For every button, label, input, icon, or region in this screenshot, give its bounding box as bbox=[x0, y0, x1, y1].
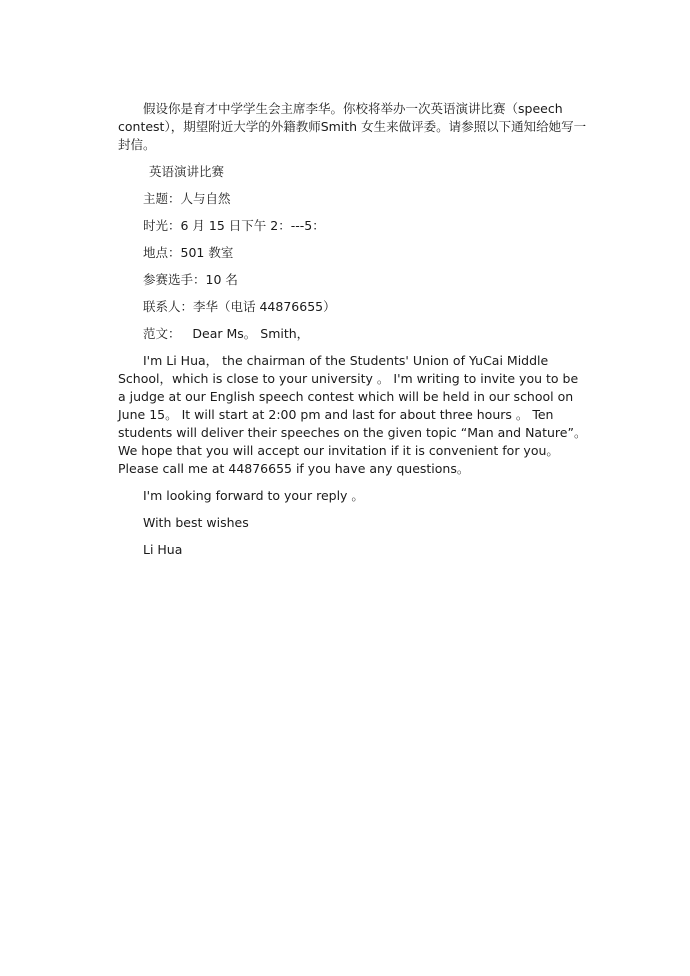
letter-signature: Li Hua bbox=[143, 542, 183, 557]
notice-theme: 主题：人与自然 bbox=[143, 191, 231, 206]
notice-time: 时光：6 月 15 日下午 2：---5： bbox=[143, 218, 325, 233]
task-intro-paragraph: 假设你是育才中学学生会主席李华。你校将举办一次英语演讲比赛（speech contest），期望附近大学的外籍教师Smith 女生来做评委。请参照以下通知给她写一封信。 bbox=[118, 101, 587, 152]
letter-greeting: 范文： Dear Ms。 Smith， bbox=[143, 326, 310, 341]
notice-place: 地点：501 教室 bbox=[143, 245, 234, 260]
notice-contestants: 参赛选手：10 名 bbox=[143, 272, 238, 287]
document-page bbox=[118, 100, 588, 559]
letter-closing-line: I'm looking forward to your reply 。 bbox=[143, 488, 364, 503]
notice-title: 英语演讲比赛 bbox=[149, 164, 225, 179]
notice-contact: 联系人：李华（电话 44876655） bbox=[143, 299, 336, 314]
letter-body-paragraph: I'm Li Hua， the chairman of the Students' Union of YuCai Middle School，which is close to your university 。 I'm writing to invite you to be a judge at our English speech contest which will be held in our school on June 15。 It will start at 2:00 pm and last for about three hours 。 Ten students will deliver their speeches on the given topic “Man and Nature”。 We hope that you will accept our invitation if it is convenient for you。 Please call me at 44876655 if you have any questions。 bbox=[118, 353, 587, 476]
letter-sign-off: With best wishes bbox=[143, 515, 249, 530]
